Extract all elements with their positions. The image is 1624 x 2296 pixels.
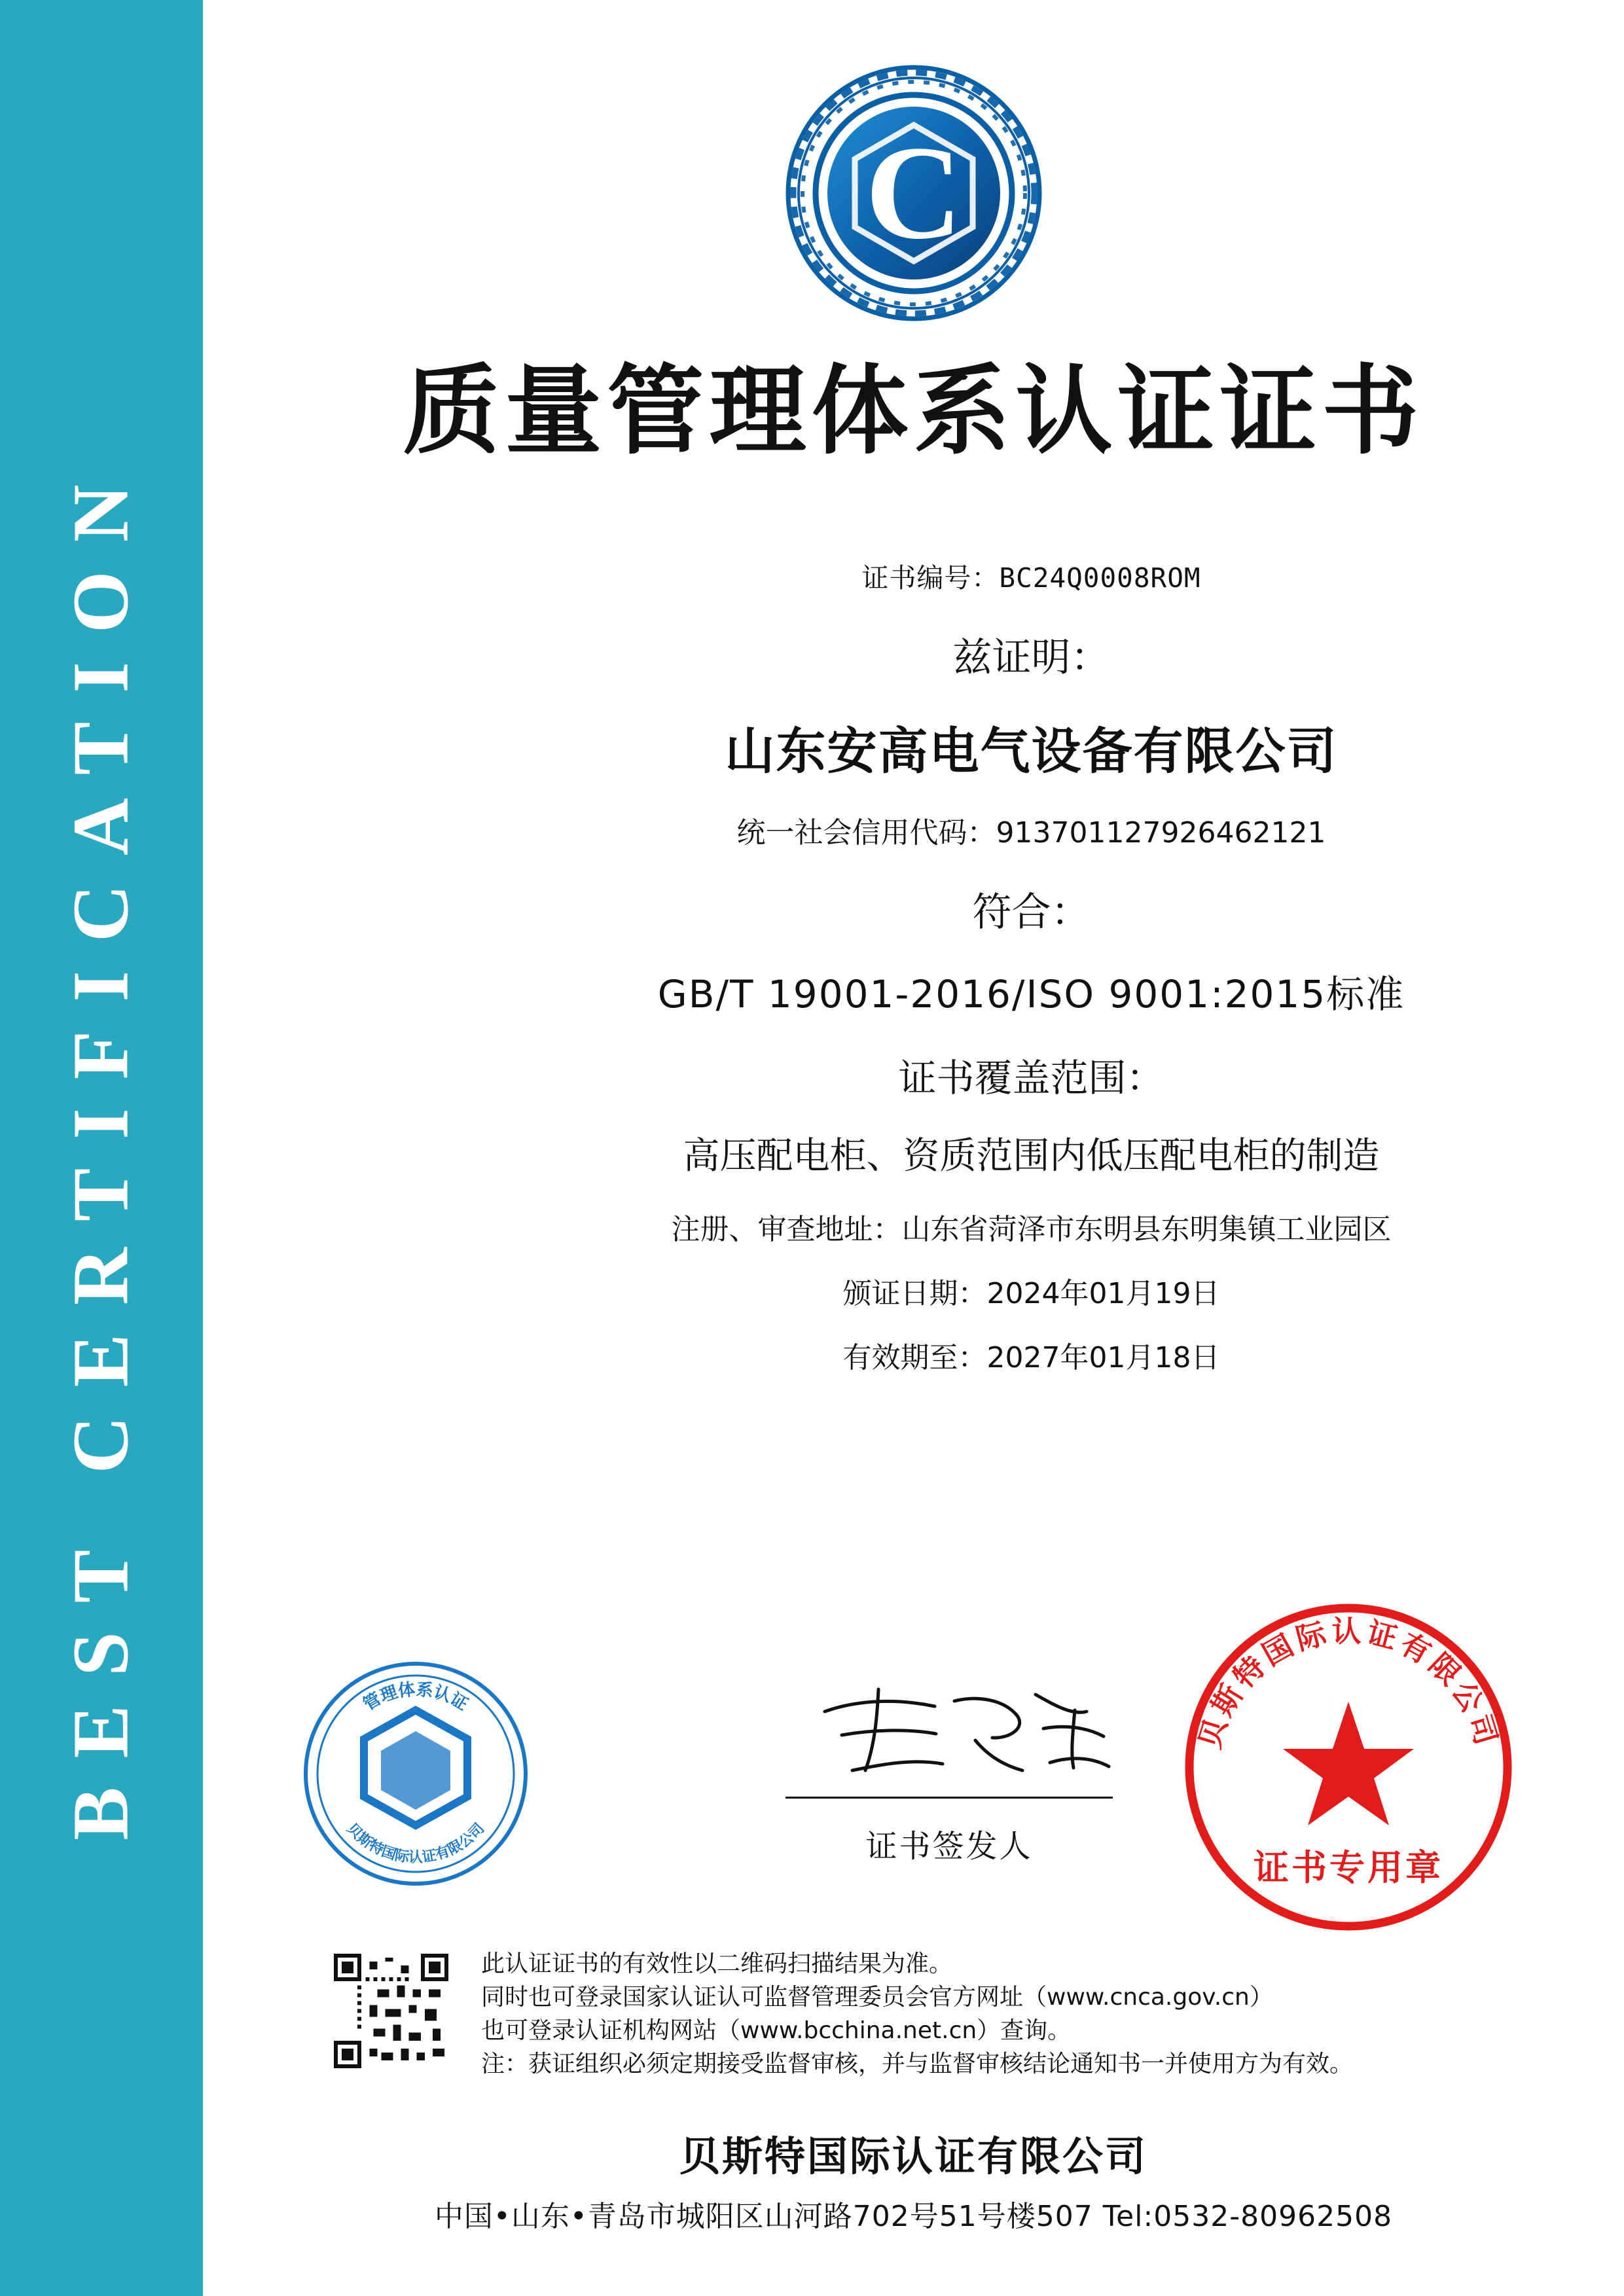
issue-date: 颁证日期：2024年01月19日 bbox=[842, 1277, 1220, 1310]
side-band bbox=[0, 0, 203, 2296]
certificate-body bbox=[203, 550, 1624, 1376]
qr-code[interactable] bbox=[334, 1954, 448, 2068]
company-name: 山东安高电气设备有限公司 bbox=[725, 722, 1338, 780]
note-line-1: 此认证证书的有效性以二维码扫描结果为准。 bbox=[481, 1950, 953, 1977]
company-official-red-seal bbox=[1178, 1597, 1519, 1937]
svg-text:C: C bbox=[865, 118, 962, 267]
certificate-number-label: 证书编号： bbox=[861, 562, 1000, 594]
conform-label: 符合： bbox=[972, 889, 1091, 935]
issuing-organization: 贝斯特国际认证有限公司 bbox=[679, 2132, 1147, 2180]
bc-monogram-emblem bbox=[783, 62, 1045, 324]
svg-text:贝斯特国际认证有限公司: 贝斯特国际认证有限公司 bbox=[1192, 1614, 1505, 1753]
note-line-3: 也可登录认证机构网站（www.bcchina.net.cn）查询。 bbox=[481, 2017, 1072, 2045]
issuing-organization-address: 中国•山东•青岛市城阳区山河路702号51号楼507 Tel:0532-80962508 bbox=[434, 2200, 1393, 2233]
scope-label: 证书覆盖范围： bbox=[898, 1056, 1164, 1100]
hereby-label: 兹证明： bbox=[952, 635, 1110, 681]
certificate-number-row bbox=[203, 556, 1624, 595]
signature-label: 证书签发人 bbox=[865, 1828, 1033, 1865]
note-line-2: 同时也可登录国家认证认可监督管理委员会官方网址（www.cnca.gov.cn） bbox=[481, 1984, 1273, 2011]
validity-notes bbox=[481, 1947, 1555, 2081]
unified-social-credit-code: 统一社会信用代码：913701127926462121 bbox=[736, 816, 1326, 850]
page-title: 质量管理体系认证证书 bbox=[403, 355, 1424, 467]
emblem-container bbox=[203, 62, 1624, 324]
scope-value: 高压配电柜、资质范围内低压配电柜的制造 bbox=[683, 1135, 1380, 1177]
registered-address: 注册、审查地址：山东省菏泽市东明县东明集镇工业园区 bbox=[671, 1213, 1392, 1246]
valid-until-date: 有效期至：2027年01月18日 bbox=[842, 1341, 1220, 1374]
standard-value: GB/T 19001-2016/ISO 9001:2015标准 bbox=[657, 972, 1405, 1016]
handwritten-signature bbox=[779, 1672, 1119, 1797]
svg-text:证书专用章: 证书专用章 bbox=[1254, 1847, 1443, 1888]
signature-block bbox=[779, 1672, 1119, 1866]
signature-rule bbox=[785, 1797, 1113, 1799]
side-band-text: BEST CERTIFICATION bbox=[57, 456, 146, 1840]
management-system-certification-seal bbox=[301, 1659, 530, 1888]
certificate-number-value: BC24Q0008ROM bbox=[999, 562, 1201, 594]
note-line-4: 注：获证组织必须定期接受监督审核，并与监督审核结论通知书一并使用方为有效。 bbox=[481, 2051, 1354, 2078]
certificate-page bbox=[203, 0, 1624, 2296]
svg-text:管理体系认证: 管理体系认证 bbox=[360, 1679, 471, 1715]
svg-text:贝斯特国际认证有限公司: 贝斯特国际认证有限公司 bbox=[343, 1820, 488, 1866]
